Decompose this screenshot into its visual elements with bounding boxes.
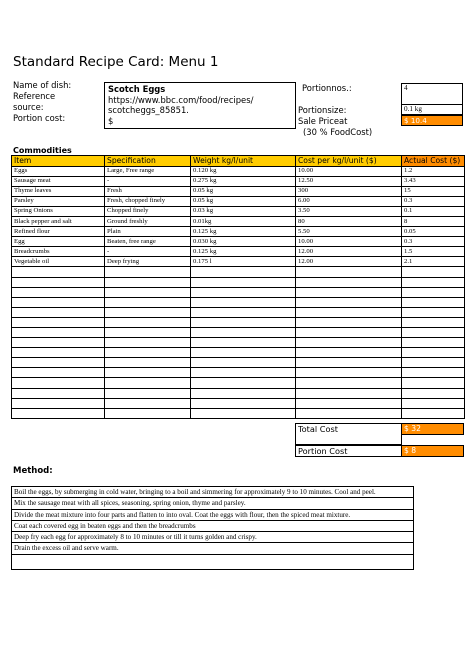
table-cell: [191, 328, 296, 338]
empty-table-row: [12, 307, 465, 317]
table-cell: [105, 307, 191, 317]
method-row: [12, 543, 414, 554]
table-row: [12, 216, 465, 226]
table-cell: 6.00: [296, 196, 402, 206]
sale-price-label: Sale Priceat: [298, 116, 348, 126]
table-cell: 300: [296, 186, 402, 196]
portion-size-box: [401, 104, 463, 115]
method-row: [12, 498, 414, 509]
portion-size-label: Portionsize:: [298, 105, 347, 115]
table-cell: [402, 358, 465, 368]
table-cell: 0.125 kg: [191, 227, 296, 237]
table-cell: [402, 378, 465, 388]
table-cell: [402, 297, 465, 307]
table-cell: [296, 378, 402, 388]
reference-url-line1: https://www.bbc.com/food/recipes/: [108, 94, 254, 105]
method-step: Mix the sausage meat with all spices, seasoning, spring onion, thyme and parsley.: [12, 498, 414, 509]
method-table: [11, 486, 414, 570]
table-cell: [402, 317, 465, 327]
portion-cost-value: $: [108, 115, 114, 126]
table-cell: Sausage meat: [12, 176, 105, 186]
method-row: [12, 509, 414, 520]
column-header: Item: [12, 156, 105, 167]
table-cell: Thyme leaves: [12, 186, 105, 196]
table-cell: [105, 378, 191, 388]
table-cell: [402, 277, 465, 287]
table-cell: 0.03 kg: [191, 206, 296, 216]
table-cell: [402, 328, 465, 338]
method-step: Boil the eggs, by submerging in cold water, bringing to a boil and simmering for approximately 9 to 10 minutes. Cool and peel.: [12, 487, 414, 498]
empty-table-row: [12, 348, 465, 358]
method-step: Coat each covered egg in beaten eggs and then the breadcrumbs: [12, 520, 414, 531]
table-cell: [402, 408, 465, 418]
table-cell: [12, 378, 105, 388]
table-cell: [296, 317, 402, 327]
method-step: Drain the excess oil and serve warm.: [12, 543, 414, 554]
table-cell: [191, 297, 296, 307]
table-cell: [12, 388, 105, 398]
table-cell: [402, 267, 465, 277]
table-cell: [296, 287, 402, 297]
table-cell: Egg: [12, 237, 105, 247]
empty-table-row: [12, 368, 465, 378]
table-cell: Parsley: [12, 196, 105, 206]
table-cell: [402, 348, 465, 358]
table-cell: [191, 287, 296, 297]
table-cell: Chopped finely: [105, 206, 191, 216]
table-row: [12, 186, 465, 196]
table-cell: [105, 317, 191, 327]
table-row: [12, 196, 465, 206]
empty-table-row: [12, 287, 465, 297]
table-cell: [105, 297, 191, 307]
table-cell: [105, 267, 191, 277]
table-row: [12, 227, 465, 237]
table-cell: 3.43: [402, 176, 465, 186]
table-cell: [191, 388, 296, 398]
table-cell: [105, 287, 191, 297]
method-heading: Method:: [13, 466, 53, 476]
table-cell: 0.3: [402, 196, 465, 206]
table-cell: 0.01kg: [191, 216, 296, 226]
table-cell: [191, 317, 296, 327]
table-cell: Fresh, chopped finely: [105, 196, 191, 206]
table-cell: [402, 287, 465, 297]
commodities-table: [11, 155, 465, 419]
table-cell: 10.00: [296, 237, 402, 247]
method-row: [12, 520, 414, 531]
table-cell: [402, 368, 465, 378]
table-cell: 1.5: [402, 247, 465, 257]
reference-label: Reference: [13, 91, 56, 101]
portion-size-value: 0.1 kg: [404, 105, 422, 113]
table-cell: [12, 398, 105, 408]
table-cell: [105, 408, 191, 418]
table-cell: 0.05: [402, 227, 465, 237]
table-cell: [105, 358, 191, 368]
table-cell: [296, 358, 402, 368]
table-cell: [105, 348, 191, 358]
empty-table-row: [12, 277, 465, 287]
table-cell: Vegetable oil: [12, 257, 105, 267]
table-cell: [296, 297, 402, 307]
table-cell: Beaten, free range: [105, 237, 191, 247]
column-header: Actual Cost ($): [402, 156, 465, 167]
table-cell: [296, 408, 402, 418]
page-title: Standard Recipe Card: Menu 1: [13, 54, 219, 70]
table-cell: 12.00: [296, 257, 402, 267]
empty-table-row: [12, 388, 465, 398]
table-cell: 2.1: [402, 257, 465, 267]
table-cell: 0.175 l: [191, 257, 296, 267]
table-cell: -: [105, 176, 191, 186]
table-cell: [296, 398, 402, 408]
total-cost-value-box: [401, 423, 464, 435]
portion-cost-total-label: Portion Cost: [298, 446, 348, 456]
method-row: [12, 532, 414, 543]
table-row: [12, 206, 465, 216]
table-cell: [12, 408, 105, 418]
table-cell: [402, 307, 465, 317]
portion-cost-value-box: [401, 445, 464, 457]
table-cell: [105, 277, 191, 287]
table-cell: 0.030 kg: [191, 237, 296, 247]
table-cell: [105, 328, 191, 338]
portion-nos-value: 4: [404, 84, 408, 92]
food-cost-label: (30 % FoodCost): [303, 127, 373, 137]
table-cell: 0.05 kg: [191, 196, 296, 206]
table-cell: [191, 378, 296, 388]
table-cell: [12, 317, 105, 327]
table-cell: [105, 338, 191, 348]
table-cell: 0.3: [402, 237, 465, 247]
table-cell: [296, 307, 402, 317]
source-label: source:: [13, 102, 44, 112]
dish-name: Scotch Eggs: [108, 84, 166, 94]
table-cell: 12.50: [296, 176, 402, 186]
table-header-row: [12, 156, 465, 167]
table-cell: [191, 358, 296, 368]
table-cell: [402, 338, 465, 348]
table-row: [12, 247, 465, 257]
table-cell: Spring Onions: [12, 206, 105, 216]
total-cost-box: [295, 423, 402, 445]
table-cell: [191, 398, 296, 408]
empty-table-row: [12, 297, 465, 307]
table-cell: 5.50: [296, 227, 402, 237]
table-row: [12, 237, 465, 247]
table-cell: 10.00: [296, 166, 402, 176]
table-cell: [296, 368, 402, 378]
table-cell: 15: [402, 186, 465, 196]
table-cell: [12, 328, 105, 338]
table-cell: 0.1: [402, 206, 465, 216]
table-cell: 0.275 kg: [191, 176, 296, 186]
empty-table-row: [12, 408, 465, 418]
table-cell: [105, 398, 191, 408]
table-cell: 80: [296, 216, 402, 226]
table-cell: [191, 267, 296, 277]
table-cell: [296, 338, 402, 348]
table-cell: [296, 348, 402, 358]
table-cell: 1.2: [402, 166, 465, 176]
table-cell: 0.05 kg: [191, 186, 296, 196]
sale-price-value: $ 10.4: [404, 116, 427, 125]
table-row: [12, 257, 465, 267]
method-step: [12, 554, 414, 569]
table-cell: Fresh: [105, 186, 191, 196]
reference-url-line2: scotcheggs_85851.: [108, 105, 189, 116]
empty-table-row: [12, 317, 465, 327]
table-cell: Breadcrumbs: [12, 247, 105, 257]
portion-nos-label: Portionnos.:: [302, 83, 352, 93]
table-cell: [191, 338, 296, 348]
table-cell: [402, 388, 465, 398]
portion-cost-box: [295, 445, 402, 457]
table-cell: Plain: [105, 227, 191, 237]
table-cell: [296, 388, 402, 398]
table-cell: [191, 277, 296, 287]
table-cell: [12, 368, 105, 378]
empty-table-row: [12, 338, 465, 348]
table-cell: [296, 328, 402, 338]
table-cell: Refined flour: [12, 227, 105, 237]
column-header: Specification: [105, 156, 191, 167]
table-cell: [12, 307, 105, 317]
table-cell: 3.50: [296, 206, 402, 216]
column-header: Cost per kg/l/unit ($): [296, 156, 402, 167]
portion-cost-label: Portion cost:: [13, 113, 66, 123]
column-header: Weight kg/l/unit: [191, 156, 296, 167]
table-cell: [402, 398, 465, 408]
table-row: [12, 166, 465, 176]
table-cell: Black pepper and salt: [12, 216, 105, 226]
table-cell: Large, Free range: [105, 166, 191, 176]
table-cell: [12, 267, 105, 277]
total-cost-label: Total Cost: [298, 424, 338, 434]
name-of-dish-label: Name of dish:: [13, 80, 72, 90]
empty-table-row: [12, 267, 465, 277]
table-cell: 8: [402, 216, 465, 226]
table-row: [12, 176, 465, 186]
method-step: Divide the meat mixture into four parts and flatten to into oval. Coat the eggs with flour, then the spiced meat mixture.: [12, 509, 414, 520]
table-cell: [191, 348, 296, 358]
empty-table-row: [12, 358, 465, 368]
table-cell: [296, 277, 402, 287]
sale-price-box: [401, 115, 463, 126]
dish-info-box: [104, 82, 296, 129]
table-cell: 0.120 kg: [191, 166, 296, 176]
table-cell: [191, 368, 296, 378]
table-cell: [12, 297, 105, 307]
table-cell: [296, 267, 402, 277]
table-cell: [12, 348, 105, 358]
portion-cost-total-value: $ 8: [404, 446, 417, 455]
commodities-heading: Commodities: [13, 146, 72, 155]
method-row: [12, 487, 414, 498]
table-cell: 0.125 kg: [191, 247, 296, 257]
empty-table-row: [12, 328, 465, 338]
table-cell: [12, 287, 105, 297]
method-step: Deep fry each egg for approximately 8 to 10 minutes or till it turns golden and crispy.: [12, 532, 414, 543]
table-cell: [191, 408, 296, 418]
total-cost-value: $ 32: [404, 424, 421, 433]
table-cell: Ground freshly: [105, 216, 191, 226]
table-cell: [105, 388, 191, 398]
method-row: [12, 554, 414, 569]
table-cell: [12, 277, 105, 287]
table-cell: Deep frying: [105, 257, 191, 267]
table-cell: [12, 338, 105, 348]
empty-table-row: [12, 398, 465, 408]
table-cell: 12.00: [296, 247, 402, 257]
table-cell: [12, 358, 105, 368]
table-cell: [105, 368, 191, 378]
table-cell: -: [105, 247, 191, 257]
table-cell: [191, 307, 296, 317]
table-cell: Eggs: [12, 166, 105, 176]
empty-table-row: [12, 378, 465, 388]
